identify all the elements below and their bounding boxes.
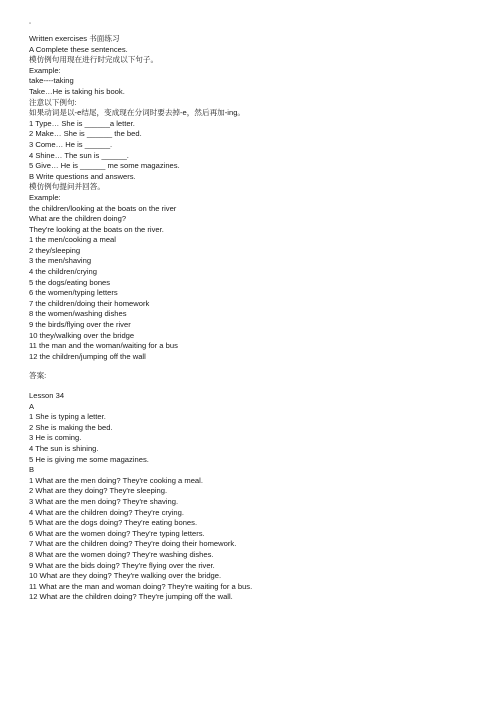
- page-marker: ▫: [29, 21, 32, 27]
- exercises-line: 1 Type… She is ______a letter.: [29, 118, 135, 128]
- answers-line: 1 What are the men doing? They're cooking a meal.: [29, 475, 203, 485]
- answers-line: 3 What are the men doing? They're shaving.: [29, 496, 179, 506]
- exercises-line: 7 the children/doing their homework: [29, 298, 150, 308]
- exercises-line: 注意以下例句:: [29, 97, 77, 107]
- answers-line: 11 What are the man and woman doing? They're waiting for a bus.: [29, 581, 253, 591]
- exercises-line: take----taking: [29, 76, 74, 86]
- exercises-line: A Complete these sentences.: [29, 44, 128, 54]
- exercises-line: 2 they/sleeping: [29, 245, 81, 255]
- answers-line: Lesson 34: [29, 391, 65, 400]
- exercises-line: 3 the men/shaving: [29, 256, 92, 266]
- answers-line: 5 He is giving me some magazines.: [29, 454, 149, 464]
- answers-section: [29, 391, 489, 603]
- answers-line: B: [29, 465, 35, 475]
- answers-line: 10 What are they doing? They're walking over the bridge.: [29, 571, 222, 581]
- exercises-line: Written exercises 书面练习: [29, 34, 120, 43]
- exercises-line: 5 Give… He is ______ me some magazines.: [29, 161, 180, 171]
- exercises-line: 1 the men/cooking a meal: [29, 235, 116, 245]
- exercises-line: Example:: [29, 192, 61, 202]
- exercises-line: B Write questions and answers.: [29, 171, 136, 181]
- exercises-line: 8 the women/washing dishes: [29, 309, 127, 319]
- exercises-line: 9 the birds/flying over the river: [29, 320, 131, 330]
- exercises-section: [29, 34, 489, 362]
- section-gap: [29, 362, 489, 371]
- exercises-line: 11 the man and the woman/waiting for a bus: [29, 341, 178, 351]
- exercises-line: the children/looking at the boats on the river: [29, 203, 177, 213]
- answers-line: 2 She is making the bed.: [29, 422, 113, 432]
- answers-line: 3 He is coming.: [29, 433, 82, 443]
- exercises-line: 模仿例句提问并回答。: [29, 182, 105, 192]
- answers-line: 2 What are they doing? They're sleeping.: [29, 486, 168, 496]
- exercises-line: 10 they/walking over the bridge: [29, 330, 135, 340]
- answers-line: 9 What are the bids doing? They're flying over the river.: [29, 560, 215, 570]
- exercises-line: 模仿例句用现在进行时完成以下句子。: [29, 55, 159, 65]
- exercises-line: They're looking at the boats on the river.: [29, 224, 164, 234]
- exercises-line: What are the children doing?: [29, 214, 127, 224]
- exercises-line: 4 Shine… The sun is ______.: [29, 150, 129, 160]
- answers-line: 1 She is typing a letter.: [29, 412, 106, 422]
- exercises-line: 2 Make… She is ______ the bed.: [29, 129, 142, 139]
- answers-line: 7 What are the children doing? They're doing their homework.: [29, 539, 237, 549]
- answers-line: A: [29, 401, 35, 411]
- exercises-line: 5 the dogs/eating bones: [29, 277, 111, 287]
- exercises-line: 4 the children/crying: [29, 267, 97, 277]
- exercises-line: Example:: [29, 65, 61, 75]
- answers-line: 4 The sun is shining.: [29, 443, 99, 453]
- answers-heading: 答案:: [29, 371, 47, 381]
- exercises-line: 3 Come… He is ______.: [29, 139, 113, 149]
- section-gap: [29, 382, 489, 391]
- answers-line: 5 What are the dogs doing? They're eating bones.: [29, 518, 198, 528]
- exercises-line: 如果动词是以-e结尾，变成现在分词时要去掉-e，然后再加-ing。: [29, 108, 246, 118]
- exercises-line: 12 the children/jumping off the wall: [29, 351, 146, 361]
- answers-line: 4 What are the children doing? They're crying.: [29, 507, 184, 517]
- answers-line: 12 What are the children doing? They're jumping off the wall.: [29, 592, 233, 602]
- exercises-line: 6 the women/typing letters: [29, 288, 118, 298]
- document-page: [29, 20, 489, 603]
- answers-line: 6 What are the women doing? They're typing letters.: [29, 528, 205, 538]
- exercises-line: Take…He is taking his book.: [29, 86, 125, 96]
- answers-line: 8 What are the women doing? They're washing dishes.: [29, 549, 214, 559]
